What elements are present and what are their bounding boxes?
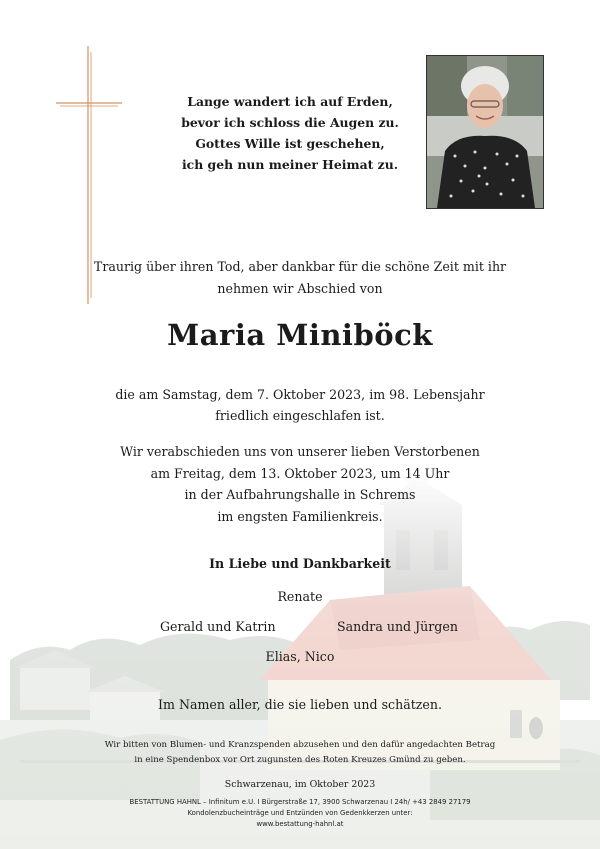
mourner-elias-nico: Elias, Nico (265, 649, 335, 664)
intro-line: nehmen wir Abschied von (217, 281, 383, 296)
poem-line: ich geh nun meiner Heimat zu. (181, 157, 399, 172)
undertaker-line: BESTATTUNG HAHNL – Infinitum e.U. I Bürgerstraße 17, 3900 Schwarzenau I 24h/ +43 2849 27179 (129, 798, 471, 806)
poem-line: Lange wandert ich auf Erden, (187, 94, 393, 109)
deceased-name: Maria Miniböck (167, 318, 433, 352)
death-text (0, 384, 600, 426)
farewell-line: in der Aufbahrungshalle in Schrems (184, 487, 416, 502)
mourner-gerald-katrin: Gerald und Katrin (160, 619, 276, 634)
farewell-line: Wir verabschieden uns von unserer lieben Verstorbenen (120, 444, 480, 459)
death-line: friedlich eingeschlafen ist. (215, 408, 385, 423)
poem-line: bevor ich schloss die Augen zu. (181, 115, 399, 130)
poem-line: Gottes Wille ist geschehen, (195, 136, 385, 151)
death-line: die am Samstag, dem 7. Oktober 2023, im 98. Lebensjahr (115, 387, 485, 402)
donation-line: in eine Spendenbox vor Ort zugunsten des Roten Kreuzes Gmünd zu geben. (134, 755, 466, 765)
farewell-text (0, 441, 600, 527)
place-date: Schwarzenau, im Oktober 2023 (224, 779, 376, 790)
portrait-photo (426, 55, 544, 209)
mourner-sandra-juergen: Sandra und Jürgen (337, 619, 458, 634)
mourner-renate: Renate (277, 589, 323, 604)
undertaker-info (0, 797, 600, 829)
farewell-line: im engsten Familienkreis. (217, 508, 383, 524)
donation-note (0, 738, 600, 768)
poem (140, 91, 440, 175)
intro-text (0, 256, 600, 300)
farewell-line: am Freitag, dem 13. Oktober 2023, um 14 Uhr (150, 465, 450, 481)
donation-line: Wir bitten von Blumen- und Kranzspenden abzusehen und den dafür angedachten Betrag (104, 740, 496, 750)
mourners-heading: In Liebe und Dankbarkeit (209, 556, 391, 571)
mourners-closing: Im Namen aller, die sie lieben und schätzen. (158, 697, 442, 712)
intro-line: Traurig über ihren Tod, aber dankbar für die schöne Zeit mit ihr (93, 259, 507, 274)
undertaker-line: Kondolenzbucheinträge und Entzünden von Gedenkkerzen unter: (187, 808, 413, 817)
undertaker-website[interactable]: www.bestattung-hahnl.at (256, 819, 344, 828)
